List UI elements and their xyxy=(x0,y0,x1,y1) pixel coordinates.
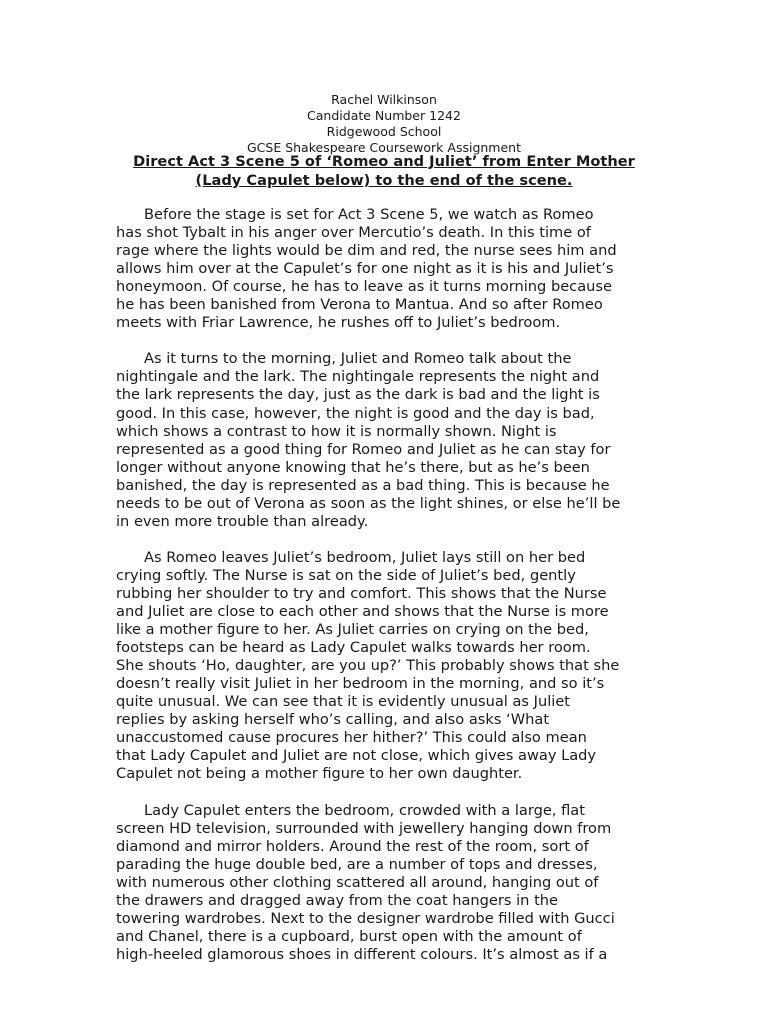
title-line: Direct Act 3 Scene 5 of ‘Romeo and Juliet’ from Enter Mother xyxy=(133,153,635,170)
text-line: represented as a good thing for Romeo and Juliet as he can stay for xyxy=(116,440,611,458)
text-line: that Lady Capulet and Juliet are not close, which gives away Lady xyxy=(116,747,597,765)
author-name: Rachel Wilkinson xyxy=(331,92,437,107)
text-line: nightingale and the lark. The nightingale represents the night and xyxy=(116,368,600,386)
text-line: crying softly. The Nurse is sat on the side of Juliet’s bed, gently xyxy=(116,566,576,584)
paragraph xyxy=(116,802,656,964)
title-line: (Lady Capulet below) to the end of the scene. xyxy=(195,172,573,189)
text-line: rubbing her shoulder to try and comfort. This shows that the Nurse xyxy=(116,584,607,602)
text-line: Before the stage is set for Act 3 Scene 5, we watch as Romeo xyxy=(144,206,594,223)
text-line: honeymoon. Of course, he has to leave as it turns morning because xyxy=(116,278,612,296)
text-line: good. In this case, however, the night is good and the day is bad, xyxy=(116,404,595,422)
text-line: which shows a contrast to how it is normally shown. Night is xyxy=(116,422,557,440)
text-line: footsteps can be heard as Lady Capulet walks towards her room. xyxy=(116,639,591,657)
text-line: diamond and mirror holders. Around the rest of the room, sort of xyxy=(116,837,589,855)
text-line: Capulet not being a mother figure to her own daughter. xyxy=(116,765,523,783)
text-line: screen HD television, surrounded with jewellery hanging down from xyxy=(116,819,612,837)
text-line: longer without anyone knowing that he’s there, but as he’s been xyxy=(116,458,590,476)
text-line: and Juliet are close to each other and shows that the Nurse is more xyxy=(116,603,609,621)
text-line: banished, the day is represented as a bad thing. This is because he xyxy=(116,476,610,494)
document-body xyxy=(116,206,656,982)
text-line: She shouts ‘Ho, daughter, are you up?’ This probably shows that she xyxy=(116,657,620,675)
text-line: quite unusual. We can see that it is evidently unusual as Juliet xyxy=(116,693,571,711)
text-line: replies by asking herself who’s calling, and also asks ‘What xyxy=(116,711,550,729)
school-name: Ridgewood School xyxy=(326,124,442,139)
text-line: needs to be out of Verona as soon as the light shines, or else he’ll be xyxy=(116,494,621,512)
text-line: allows him over at the Capulet’s for one night as it is his and Juliet’s xyxy=(116,260,614,278)
text-line: and Chanel, there is a cupboard, burst open with the amount of xyxy=(116,927,582,945)
document-header xyxy=(0,92,768,156)
candidate-number: Candidate Number 1242 xyxy=(307,108,461,123)
text-line: has shot Tybalt in his anger over Mercutio’s death. In this time of xyxy=(116,224,591,242)
text-line: meets with Friar Lawrence, he rushes off to Juliet’s bedroom. xyxy=(116,314,561,332)
text-line: in even more trouble than already. xyxy=(116,512,369,530)
text-line: with numerous other clothing scattered all around, hanging out of xyxy=(116,873,599,891)
paragraph xyxy=(116,206,656,332)
text-line: rage where the lights would be dim and red, the nurse sees him and xyxy=(116,242,617,260)
text-line: towering wardrobes. Next to the designer wardrobe filled with Gucci xyxy=(116,909,615,927)
text-line: As Romeo leaves Juliet’s bedroom, Juliet lays still on her bed xyxy=(144,548,586,566)
text-line: parading the huge double bed, are a number of tops and dresses, xyxy=(116,855,598,873)
paragraph xyxy=(116,350,656,530)
text-line: doesn’t really visit Juliet in her bedroom in the morning, and so it’s xyxy=(116,675,605,693)
text-line: the drawers and dragged away from the coat hangers in the xyxy=(116,891,559,909)
text-line: like a mother figure to her. As Juliet carries on crying on the bed, xyxy=(116,621,589,639)
paragraph xyxy=(116,549,656,784)
text-line: As it turns to the morning, Juliet and Romeo talk about the xyxy=(144,350,572,368)
document-title xyxy=(0,152,768,190)
text-line: he has been banished from Verona to Mantua. And so after Romeo xyxy=(116,296,603,314)
text-line: Lady Capulet enters the bedroom, crowded with a large, flat xyxy=(144,801,585,819)
text-line: unaccustomed cause procures her hither?’ This could also mean xyxy=(116,729,587,747)
assignment-name: GCSE Shakespeare Coursework Assignment xyxy=(246,140,521,155)
text-line: the lark represents the day, just as the dark is bad and the light is xyxy=(116,386,600,404)
text-line: high-heeled glamorous shoes in different colours. It’s almost as if a xyxy=(116,945,608,963)
